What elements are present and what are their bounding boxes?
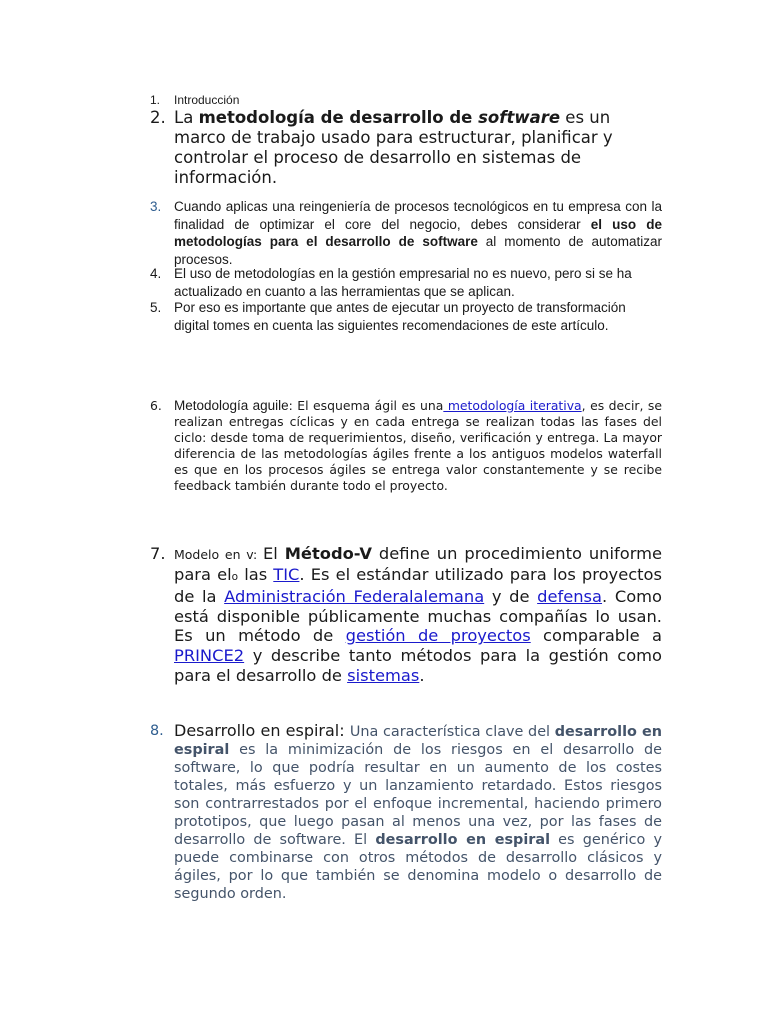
link-prince2[interactable]: PRINCE2 xyxy=(174,645,245,665)
item-number: 7. xyxy=(150,544,166,563)
list-item-8 xyxy=(150,722,662,903)
item-number: 5. xyxy=(150,300,162,315)
item-text: Por eso es importante que antes de ejecutar un proyecto de transformación digital tomes en cuenta las siguientes recomendaciones de este artículo. xyxy=(174,300,626,333)
list-item-6 xyxy=(150,398,662,494)
item-text: Introducción xyxy=(174,93,240,107)
item-text: es la minimización de los riesgos en el desarrollo de software, lo que podría resultar en un aumento de los costes totales, más esfuerzo y un lanzamiento retardado. Estos riesgos son contrarrestados por el enfoque incremental, haciendo primero prototipos, que luego pasan al menos una vez, por las fases de desarrollo de software. El xyxy=(174,742,662,848)
link-sistemas[interactable]: sistemas xyxy=(347,665,420,685)
small-o: o xyxy=(231,570,239,583)
item-text: El xyxy=(262,544,285,563)
item-text: . Como está disponible públicamente muchas compañías lo usan. Es un método de xyxy=(174,587,663,646)
item-text: y de xyxy=(484,587,538,607)
item-number: 1. xyxy=(150,93,161,107)
list-item-7 xyxy=(150,544,662,685)
bold-text: desarrollo en espiral xyxy=(174,724,662,758)
list-item-3 xyxy=(150,198,662,268)
list-item-2 xyxy=(150,108,662,188)
link-gestion-de-proyectos[interactable]: gestión de proyectos xyxy=(345,626,531,646)
bold-italic-text: software xyxy=(478,108,561,127)
bold-text: el uso de metodologías para el desarrollo de software xyxy=(174,216,662,249)
bold-text: metodología de desarrollo de xyxy=(198,108,479,127)
item-text: comparable a xyxy=(530,626,662,646)
item-text: Una característica clave del xyxy=(349,724,555,740)
item-text: al momento de automatizar procesos. xyxy=(174,234,662,267)
item-number: 4. xyxy=(150,266,162,281)
item-number: 8. xyxy=(150,723,164,739)
item-label: Desarrollo en espiral: xyxy=(174,721,350,740)
link-defensa[interactable]: defensa xyxy=(537,587,603,607)
item-text: es un marco de trabajo usado para estructurar, planificar y controlar el proceso de desarrollo en sistemas de información. xyxy=(174,108,613,187)
bold-text: Método-V xyxy=(284,544,372,563)
item-text: : El esquema ágil es una xyxy=(288,398,444,413)
item-text: es genérico y puede combinarse con otros métodos de desarrollo clásicos y ágiles, por lo que también se denomina modelo o desarrollo de segundo orden. xyxy=(174,832,662,902)
link-tic[interactable]: TIC xyxy=(273,564,300,584)
item-text: . xyxy=(419,665,425,685)
item-text: y describe tanto métodos para la gestión como para el desarrollo de xyxy=(174,645,662,685)
list-item-4 xyxy=(150,265,662,300)
item-number: 3. xyxy=(150,199,162,214)
item-text: La xyxy=(174,108,199,127)
item-label: Modelo en v xyxy=(174,547,253,562)
item-number: 6. xyxy=(150,398,162,413)
item-text: Cuando aplicas una reingeniería de procesos tecnológicos en tu empresa con la finalidad de optimizar el core del negocio, debes considerar xyxy=(174,199,662,232)
bold-text: desarrollo en espiral xyxy=(375,832,551,848)
link-metodologia-iterativa[interactable]: metodología iterativa xyxy=(443,398,582,413)
item-text: define un procedimiento uniforme para el xyxy=(174,544,662,584)
item-text: El uso de metodologías en la gestión empresarial no es nuevo, pero si se ha actualizado en cuanto a las herramientas que se aplican. xyxy=(174,266,632,299)
item-text: . Es el estándar utilizado para los proyectos de la xyxy=(174,564,662,607)
list-item-1 xyxy=(150,93,662,107)
item-number: 2. xyxy=(150,108,166,127)
list-item-5 xyxy=(150,299,662,334)
item-label: Metodología aguile xyxy=(174,398,289,413)
item-label-separator: : xyxy=(253,547,263,562)
item-text: , es decir, se realizan entregas cíclicas y en cada entrega se realizan todas las fases del ciclo: desde toma de requerimientos, diseño, verificación y entrega. La mayor diferencia de las metodologías ágiles frente a los antiguos modelos waterfall es que en los procesos ágiles se entrega valor constantemente y se recibe feedback también durante todo el proyecto. xyxy=(174,398,662,493)
link-administracion-federal[interactable]: Administración Federalalemana xyxy=(224,587,485,607)
item-text: las xyxy=(238,564,274,584)
